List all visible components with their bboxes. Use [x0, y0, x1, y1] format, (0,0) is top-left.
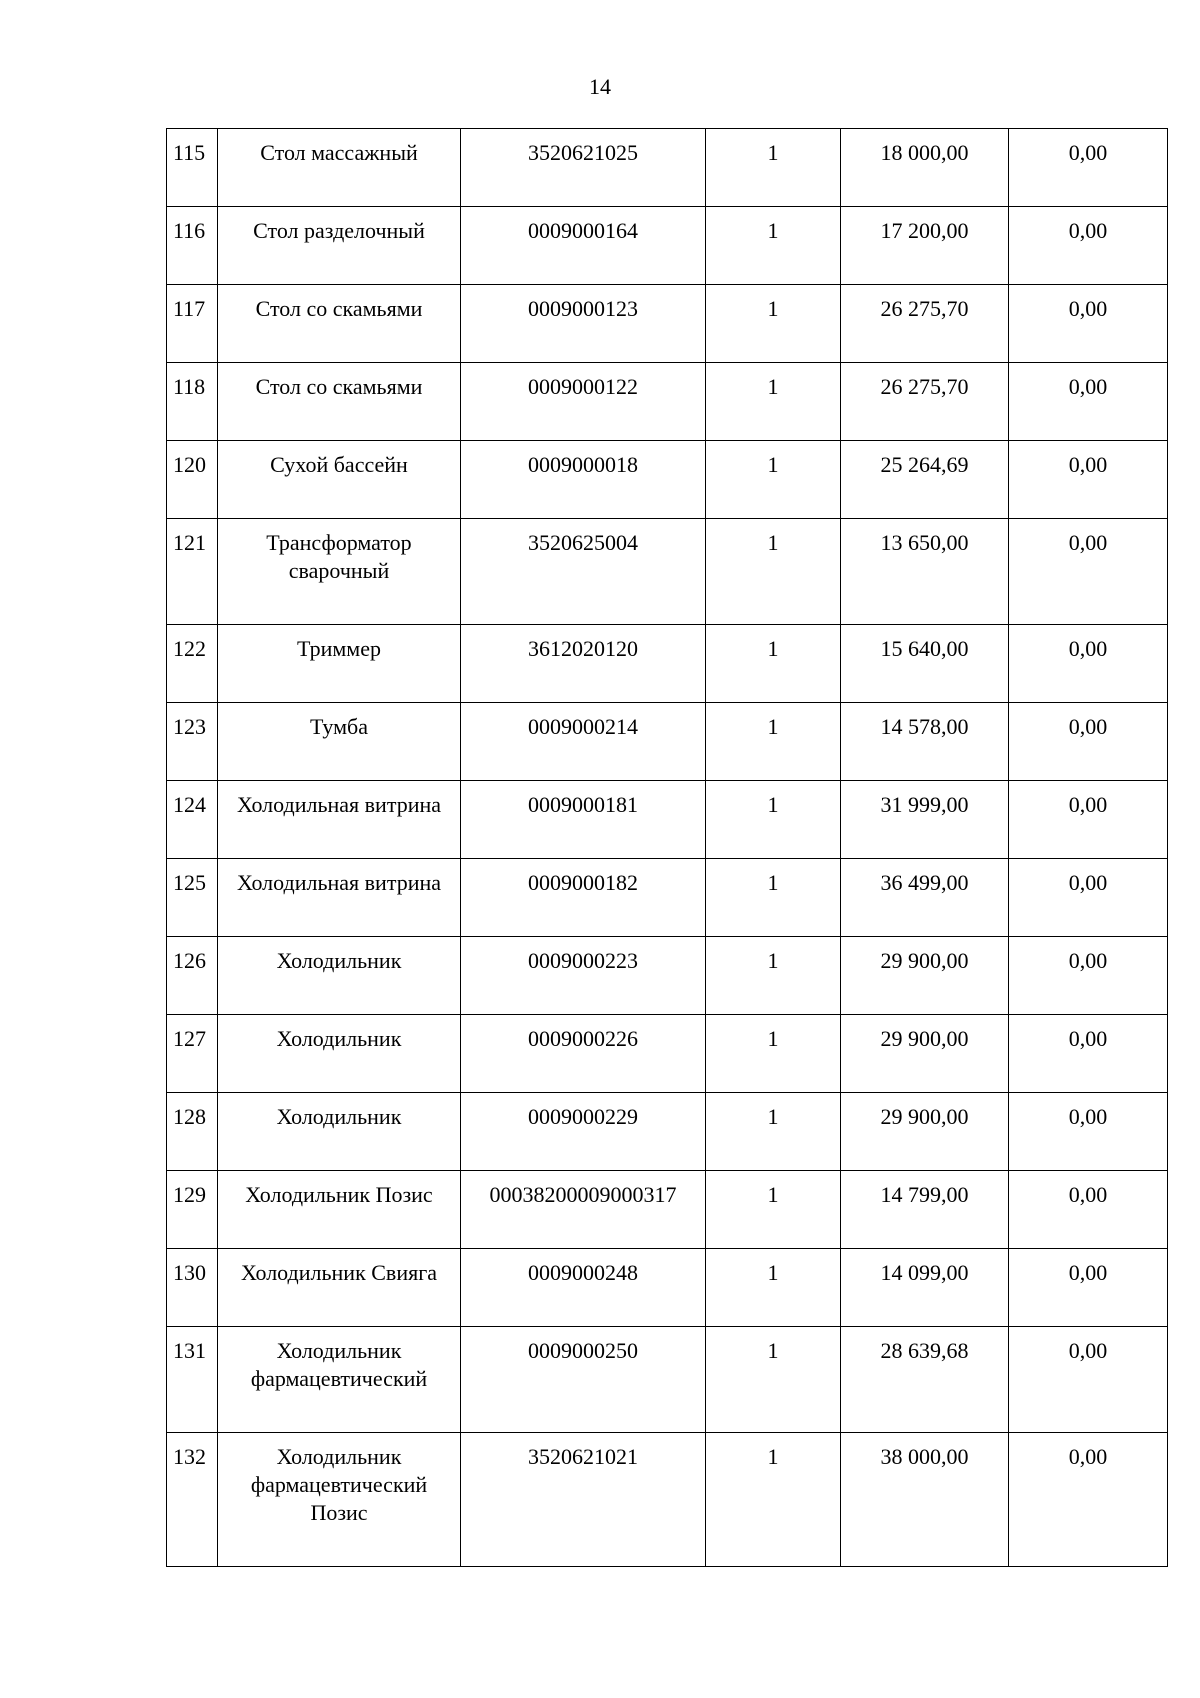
quantity: 1	[706, 625, 841, 703]
table-row	[167, 1327, 1168, 1433]
residual-value: 0,00	[1009, 859, 1168, 937]
item-name: Стол массажный	[218, 129, 461, 207]
row-number: 121	[167, 519, 218, 625]
row-number: 115	[167, 129, 218, 207]
table-row	[167, 363, 1168, 441]
item-name: Стол разделочный	[218, 207, 461, 285]
price: 29 900,00	[841, 937, 1009, 1015]
quantity: 1	[706, 703, 841, 781]
inventory-code: 00038200009000317	[461, 1171, 706, 1249]
inventory-code: 0009000181	[461, 781, 706, 859]
price: 38 000,00	[841, 1433, 1009, 1567]
price: 14 578,00	[841, 703, 1009, 781]
price: 18 000,00	[841, 129, 1009, 207]
price: 28 639,68	[841, 1327, 1009, 1433]
table-row	[167, 1093, 1168, 1171]
quantity: 1	[706, 207, 841, 285]
price: 29 900,00	[841, 1015, 1009, 1093]
price: 17 200,00	[841, 207, 1009, 285]
table-row	[167, 285, 1168, 363]
quantity: 1	[706, 937, 841, 1015]
item-name: Холодильная витрина	[218, 859, 461, 937]
table-row	[167, 781, 1168, 859]
table-row	[167, 859, 1168, 937]
row-number: 122	[167, 625, 218, 703]
item-name: Стол со скамьями	[218, 363, 461, 441]
quantity: 1	[706, 1015, 841, 1093]
residual-value: 0,00	[1009, 1327, 1168, 1433]
table-row	[167, 519, 1168, 625]
inventory-code: 0009000250	[461, 1327, 706, 1433]
table-row	[167, 1433, 1168, 1567]
row-number: 118	[167, 363, 218, 441]
row-number: 132	[167, 1433, 218, 1567]
table-row	[167, 1249, 1168, 1327]
row-number: 120	[167, 441, 218, 519]
price: 31 999,00	[841, 781, 1009, 859]
inventory-code: 0009000229	[461, 1093, 706, 1171]
quantity: 1	[706, 1249, 841, 1327]
inventory-code: 3612020120	[461, 625, 706, 703]
row-number: 123	[167, 703, 218, 781]
item-name: Трансформатор сварочный	[218, 519, 461, 625]
residual-value: 0,00	[1009, 207, 1168, 285]
quantity: 1	[706, 285, 841, 363]
residual-value: 0,00	[1009, 441, 1168, 519]
residual-value: 0,00	[1009, 781, 1168, 859]
price: 14 799,00	[841, 1171, 1009, 1249]
inventory-table	[166, 128, 1168, 1567]
price: 25 264,69	[841, 441, 1009, 519]
table-row	[167, 441, 1168, 519]
residual-value: 0,00	[1009, 1433, 1168, 1567]
item-name: Холодильная витрина	[218, 781, 461, 859]
residual-value: 0,00	[1009, 625, 1168, 703]
inventory-code: 0009000226	[461, 1015, 706, 1093]
price: 26 275,70	[841, 363, 1009, 441]
inventory-code: 0009000182	[461, 859, 706, 937]
row-number: 117	[167, 285, 218, 363]
price: 26 275,70	[841, 285, 1009, 363]
quantity: 1	[706, 519, 841, 625]
quantity: 1	[706, 1327, 841, 1433]
row-number: 130	[167, 1249, 218, 1327]
quantity: 1	[706, 859, 841, 937]
residual-value: 0,00	[1009, 285, 1168, 363]
price: 14 099,00	[841, 1249, 1009, 1327]
row-number: 129	[167, 1171, 218, 1249]
quantity: 1	[706, 1093, 841, 1171]
item-name: Триммер	[218, 625, 461, 703]
page-number: 14	[589, 74, 611, 99]
residual-value: 0,00	[1009, 519, 1168, 625]
row-number: 128	[167, 1093, 218, 1171]
inventory-table-body	[167, 129, 1168, 1567]
inventory-code: 3520621021	[461, 1433, 706, 1567]
item-name: Холодильник фармацевтический Позис	[218, 1433, 461, 1567]
item-name: Холодильник	[218, 1093, 461, 1171]
table-row	[167, 625, 1168, 703]
inventory-code: 0009000123	[461, 285, 706, 363]
inventory-code: 0009000122	[461, 363, 706, 441]
item-name: Сухой бассейн	[218, 441, 461, 519]
price: 36 499,00	[841, 859, 1009, 937]
price: 13 650,00	[841, 519, 1009, 625]
residual-value: 0,00	[1009, 1015, 1168, 1093]
table-row	[167, 129, 1168, 207]
residual-value: 0,00	[1009, 1171, 1168, 1249]
inventory-code: 0009000214	[461, 703, 706, 781]
item-name: Тумба	[218, 703, 461, 781]
item-name: Холодильник Позис	[218, 1171, 461, 1249]
quantity: 1	[706, 129, 841, 207]
quantity: 1	[706, 781, 841, 859]
inventory-code: 3520621025	[461, 129, 706, 207]
item-name: Стол со скамьями	[218, 285, 461, 363]
item-name: Холодильник фармацевтический	[218, 1327, 461, 1433]
residual-value: 0,00	[1009, 703, 1168, 781]
table-row	[167, 207, 1168, 285]
inventory-code: 0009000164	[461, 207, 706, 285]
row-number: 131	[167, 1327, 218, 1433]
residual-value: 0,00	[1009, 1249, 1168, 1327]
price: 29 900,00	[841, 1093, 1009, 1171]
residual-value: 0,00	[1009, 1093, 1168, 1171]
quantity: 1	[706, 1433, 841, 1567]
row-number: 126	[167, 937, 218, 1015]
residual-value: 0,00	[1009, 363, 1168, 441]
quantity: 1	[706, 363, 841, 441]
row-number: 116	[167, 207, 218, 285]
item-name: Холодильник Свияга	[218, 1249, 461, 1327]
table-row	[167, 703, 1168, 781]
inventory-code: 3520625004	[461, 519, 706, 625]
quantity: 1	[706, 441, 841, 519]
inventory-code: 0009000018	[461, 441, 706, 519]
item-name: Холодильник	[218, 1015, 461, 1093]
price: 15 640,00	[841, 625, 1009, 703]
table-row	[167, 1171, 1168, 1249]
quantity: 1	[706, 1171, 841, 1249]
row-number: 125	[167, 859, 218, 937]
row-number: 127	[167, 1015, 218, 1093]
inventory-code: 0009000248	[461, 1249, 706, 1327]
residual-value: 0,00	[1009, 129, 1168, 207]
inventory-code: 0009000223	[461, 937, 706, 1015]
row-number: 124	[167, 781, 218, 859]
residual-value: 0,00	[1009, 937, 1168, 1015]
table-row	[167, 937, 1168, 1015]
table-row	[167, 1015, 1168, 1093]
item-name: Холодильник	[218, 937, 461, 1015]
